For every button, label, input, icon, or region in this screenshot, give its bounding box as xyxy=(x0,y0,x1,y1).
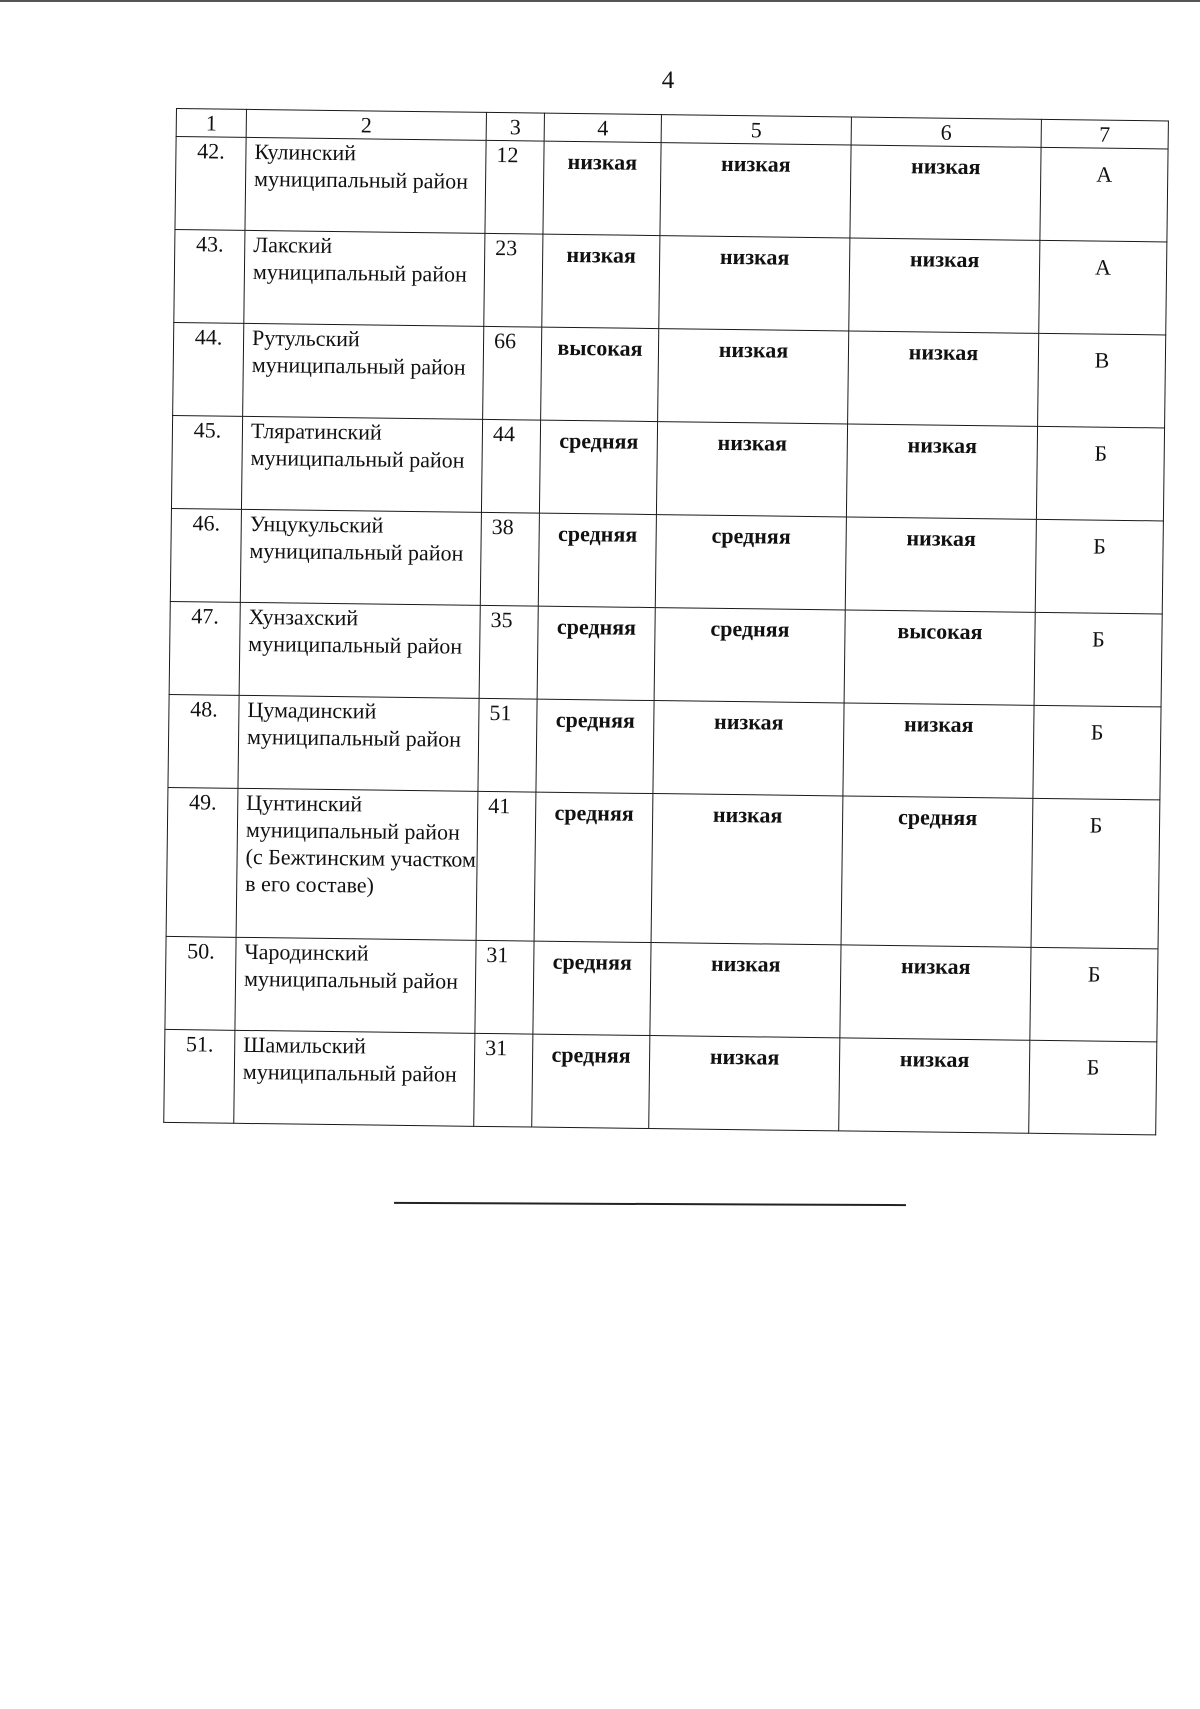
district-name: Цумадинский муниципальный район xyxy=(238,695,479,791)
row-number: 46. xyxy=(170,508,241,602)
column-4-level: высокая xyxy=(541,327,659,421)
district-value: 31 xyxy=(474,1033,533,1127)
column-6-level: низкая xyxy=(850,145,1041,240)
header-col-4: 4 xyxy=(544,113,661,142)
district-name: Рутульский муниципальный район xyxy=(243,323,484,419)
column-4-level: средняя xyxy=(537,606,655,700)
row-number: 49. xyxy=(166,787,238,937)
column-7-category: В xyxy=(1038,333,1166,428)
district-value: 44 xyxy=(481,419,540,513)
table-row xyxy=(168,694,1161,799)
column-7-category: Б xyxy=(1031,798,1160,949)
column-7-category: А xyxy=(1040,147,1168,242)
district-name: Тляратинский муниципальный район xyxy=(241,416,482,512)
column-5-level: низкая xyxy=(656,422,847,517)
column-6-level: высокая xyxy=(844,610,1035,705)
column-5-level: средняя xyxy=(655,515,846,610)
column-5-level: низкая xyxy=(651,794,843,945)
district-name: Лакский муниципальный район xyxy=(244,230,485,326)
district-name: Кулинский муниципальный район xyxy=(245,137,486,233)
header-col-3: 3 xyxy=(486,112,544,141)
column-7-category: Б xyxy=(1033,705,1161,800)
column-5-level: низкая xyxy=(659,236,850,331)
districts-table-container xyxy=(163,108,1168,1135)
column-7-category: Б xyxy=(1030,947,1158,1042)
column-7-category: Б xyxy=(1029,1040,1157,1135)
table-row xyxy=(171,415,1164,520)
column-5-level: средняя xyxy=(654,608,845,703)
header-col-2: 2 xyxy=(246,109,486,140)
column-6-level: низкая xyxy=(848,331,1039,426)
district-name: Цунтинский муниципальный район (с Бежтинским участком в его составе) xyxy=(236,788,478,940)
column-6-level: низкая xyxy=(840,945,1031,1040)
column-7-category: А xyxy=(1039,240,1167,335)
table-row xyxy=(169,601,1162,706)
district-value: 12 xyxy=(485,140,544,234)
column-7-category: Б xyxy=(1034,612,1162,707)
district-name: Хунзахский муниципальный район xyxy=(239,602,480,698)
column-4-level: средняя xyxy=(533,941,651,1035)
row-number: 51. xyxy=(164,1029,235,1123)
column-6-level: низкая xyxy=(849,238,1040,333)
column-6-level: низкая xyxy=(843,703,1034,798)
column-4-level: низкая xyxy=(542,234,660,328)
table-row xyxy=(174,229,1167,334)
column-4-level: низкая xyxy=(543,141,661,235)
page-number: 4 xyxy=(661,67,675,94)
column-5-level: низкая xyxy=(660,143,851,238)
scan-top-edge xyxy=(0,0,1200,2)
table-row xyxy=(173,322,1166,427)
district-value: 31 xyxy=(475,940,534,1034)
row-number: 43. xyxy=(174,229,245,323)
column-6-level: низкая xyxy=(839,1038,1030,1133)
districts-table xyxy=(163,108,1169,1135)
column-7-category: Б xyxy=(1035,519,1163,614)
header-col-5: 5 xyxy=(661,115,851,145)
district-value: 51 xyxy=(478,698,537,792)
column-4-level: средняя xyxy=(536,699,654,793)
closing-rule xyxy=(394,1202,906,1206)
table-row xyxy=(165,936,1158,1041)
row-number: 42. xyxy=(175,137,246,231)
row-number: 45. xyxy=(171,415,242,509)
row-number: 44. xyxy=(173,322,244,416)
table-row xyxy=(164,1029,1157,1134)
column-6-level: низкая xyxy=(846,424,1037,519)
row-number: 50. xyxy=(165,936,236,1030)
district-value: 23 xyxy=(484,233,543,327)
column-6-level: средняя xyxy=(841,796,1033,947)
column-5-level: низкая xyxy=(653,701,844,796)
column-4-level: средняя xyxy=(532,1034,650,1128)
district-value: 38 xyxy=(480,512,539,606)
header-col-1: 1 xyxy=(176,109,246,138)
column-7-category: Б xyxy=(1036,426,1164,521)
row-number: 48. xyxy=(168,694,239,788)
column-5-level: низкая xyxy=(649,1036,840,1131)
table-row xyxy=(170,508,1163,613)
district-value: 41 xyxy=(476,791,536,941)
column-4-level: средняя xyxy=(538,513,656,607)
table-row xyxy=(175,137,1168,242)
column-4-level: средняя xyxy=(539,420,657,514)
header-col-6: 6 xyxy=(851,117,1041,147)
district-name: Шамильский муниципальный район xyxy=(234,1030,475,1126)
column-4-level: средняя xyxy=(534,792,653,942)
column-5-level: низкая xyxy=(650,943,841,1038)
row-number: 47. xyxy=(169,601,240,695)
district-value: 66 xyxy=(483,326,542,420)
column-6-level: низкая xyxy=(845,517,1036,612)
district-name: Унцукульский муниципальный район xyxy=(240,509,481,605)
table-body xyxy=(164,137,1168,1135)
district-value: 35 xyxy=(479,605,538,699)
header-col-7: 7 xyxy=(1041,119,1168,149)
column-5-level: низкая xyxy=(658,329,849,424)
district-name: Чародинский муниципальный район xyxy=(235,937,476,1033)
table-row xyxy=(166,787,1160,948)
